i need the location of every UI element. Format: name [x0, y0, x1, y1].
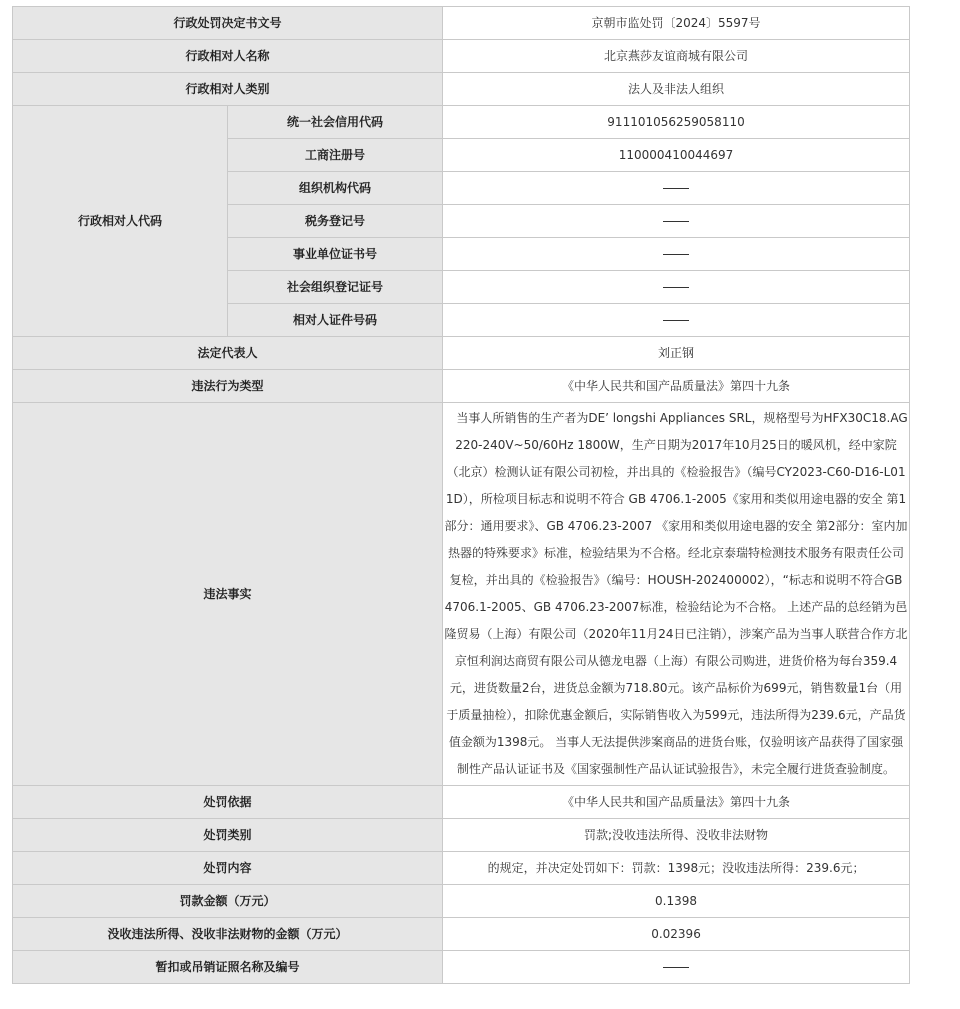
value-fine-amount: 0.1398: [443, 885, 910, 918]
value-org-code: [443, 172, 910, 205]
row-decision-number: [13, 7, 910, 40]
label-decision-number: 行政处罚决定书文号: [13, 7, 443, 40]
row-fine-amount: [13, 885, 910, 918]
label-party-type: 行政相对人类别: [13, 73, 443, 106]
value-penalty-category: 罚款;没收违法所得、没收非法财物: [443, 819, 910, 852]
value-violation-facts: [443, 403, 910, 786]
label-party-codes: 行政相对人代码: [13, 106, 228, 337]
label-penalty-content: 处罚内容: [13, 852, 443, 885]
row-credit-code: [13, 106, 910, 139]
value-penalty-basis: 《中华人民共和国产品质量法》第四十九条: [443, 786, 910, 819]
empty-dash: [663, 967, 689, 968]
label-penalty-basis: 处罚依据: [13, 786, 443, 819]
label-legal-representative: 法定代表人: [13, 337, 443, 370]
value-decision-number: 京朝市监处罚〔2024〕5597号: [443, 7, 910, 40]
row-penalty-category: [13, 819, 910, 852]
label-credit-code: 统一社会信用代码: [228, 106, 443, 139]
label-institution-cert: 事业单位证书号: [228, 238, 443, 271]
row-penalty-content: [13, 852, 910, 885]
value-tax-reg-number: [443, 205, 910, 238]
label-violation-type: 违法行为类型: [13, 370, 443, 403]
label-license-revocation: 暂扣或吊销证照名称及编号: [13, 951, 443, 984]
empty-dash: [663, 221, 689, 222]
label-fine-amount: 罚款金额（万元）: [13, 885, 443, 918]
row-license-revocation: [13, 951, 910, 984]
row-violation-type: [13, 370, 910, 403]
row-party-name: [13, 40, 910, 73]
row-legal-representative: [13, 337, 910, 370]
row-confiscation-amount: [13, 918, 910, 951]
value-license-revocation: [443, 951, 910, 984]
penalty-record-table: [12, 6, 910, 984]
value-party-type: 法人及非法人组织: [443, 73, 910, 106]
row-party-type: [13, 73, 910, 106]
empty-dash: [663, 287, 689, 288]
row-penalty-basis: [13, 786, 910, 819]
value-business-reg-number: 110000410044697: [443, 139, 910, 172]
empty-dash: [663, 188, 689, 189]
value-violation-type: 《中华人民共和国产品质量法》第四十九条: [443, 370, 910, 403]
label-party-id-number: 相对人证件号码: [228, 304, 443, 337]
value-party-id-number: [443, 304, 910, 337]
row-violation-facts: [13, 403, 910, 786]
empty-dash: [663, 320, 689, 321]
value-legal-representative: 刘正钢: [443, 337, 910, 370]
label-party-name: 行政相对人名称: [13, 40, 443, 73]
empty-dash: [663, 254, 689, 255]
value-penalty-content: 的规定，并决定处罚如下：罚款：1398元；没收违法所得：239.6元；: [443, 852, 910, 885]
label-violation-facts: 违法事实: [13, 403, 443, 786]
label-confiscation-amount: 没收违法所得、没收非法财物的金额（万元）: [13, 918, 443, 951]
label-social-org-cert: 社会组织登记证号: [228, 271, 443, 304]
value-confiscation-amount: 0.02396: [443, 918, 910, 951]
value-social-org-cert: [443, 271, 910, 304]
value-party-name: 北京燕莎友谊商城有限公司: [443, 40, 910, 73]
label-penalty-category: 处罚类别: [13, 819, 443, 852]
value-credit-code: 911101056259058110: [443, 106, 910, 139]
label-business-reg-number: 工商注册号: [228, 139, 443, 172]
value-institution-cert: [443, 238, 910, 271]
label-tax-reg-number: 税务登记号: [228, 205, 443, 238]
violation-facts-text: 当事人所销售的生产者为DE’ longshi Appliances SRL，规格型号为HFX30C18.AG 220-240V~50/60Hz 1800W，生产日期为2017年10月25日的暖风机，经中家院（北京）检测认证有限公司初检，并出具的《检验报告》（编号CY2023-C60-D16-L011D），所检项目标志和说明不符合 GB 4706.1-2005《家用和类似用途电器的安全 第1部分：通用要求》、GB 4706.23-2007 《家用和类似用途电器的安全 第2部分：室内加热器的特殊要求》标准，检验结果为不合格。经北京泰瑞特检测技术服务有限责任公司复检，并出具的《检验报告》（编号：HOUSH-202400002），“标志和说明不符合GB 4706.1-2005、GB 4706.23-2007标准，检验结论为不合格。 上述产品的总经销为邑隆贸易（上海）有限公司（2020年11月24日已注销），涉案产品为当事人联营合作方北京恒利润达商贸有限公司从德龙电器（上海）有限公司购进，进货价格为每台359.4元，进货数量2台，进货总金额为718.80元。该产品标价为699元，销售数量1台（用于质量抽检），扣除优惠金额后，实际销售收入为599元，违法所得为239.6元，产品货值金额为1398元。 当事人无法提供涉案商品的进货台账，仅验明该产品获得了国家强制性产品认证证书及《国家强制性产品认证试验报告》，未完全履行进货查验制度。: [444, 411, 908, 776]
label-org-code: 组织机构代码: [228, 172, 443, 205]
